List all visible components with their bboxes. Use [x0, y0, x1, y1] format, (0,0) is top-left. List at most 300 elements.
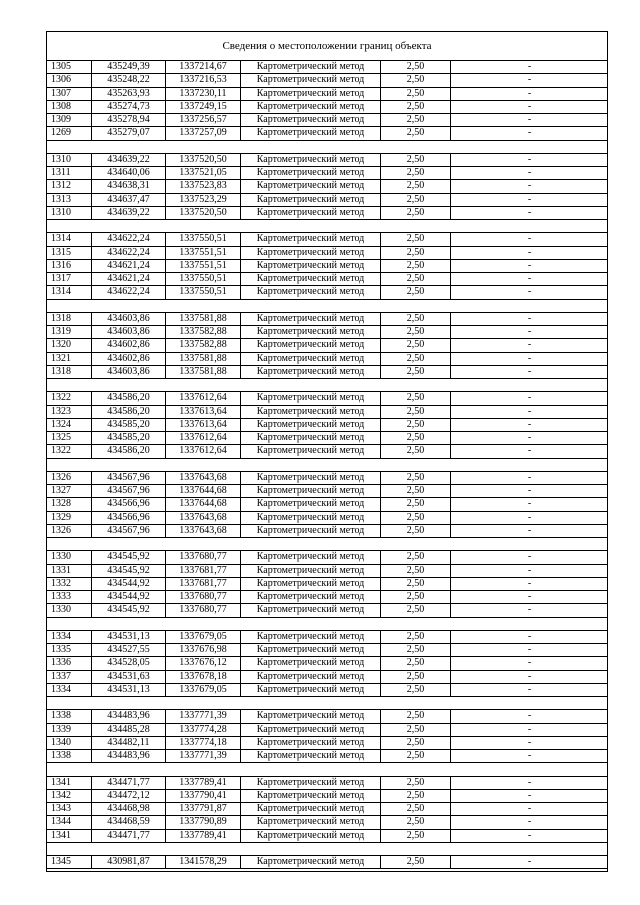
- method-cell: Картометрический метод: [241, 101, 381, 113]
- coordinate-x-cell: 434527,55: [92, 644, 166, 656]
- coordinate-x-cell: 434637,47: [92, 194, 166, 206]
- point-number-cell: 1324: [47, 419, 92, 431]
- description-cell: -: [527, 577, 532, 589]
- accuracy-cell: 2,50: [381, 684, 451, 696]
- description-cell: -: [527, 365, 532, 377]
- coordinate-x-cell: 434528,05: [92, 657, 166, 669]
- table-row: [47, 485, 607, 498]
- method-cell: Картометрический метод: [241, 750, 381, 762]
- coordinate-x-cell: 434622,24: [92, 233, 166, 245]
- method-cell: Картометрический метод: [241, 260, 381, 272]
- accuracy-cell: 2,50: [381, 803, 451, 815]
- coordinate-x-cell: 434640,06: [92, 167, 166, 179]
- table-row: [47, 710, 607, 723]
- coordinate-y-cell: 1337523,83: [166, 180, 241, 192]
- coordinate-x-cell: 434483,96: [92, 710, 166, 722]
- description-cell: -: [527, 206, 532, 218]
- coordinate-y-cell: 1337550,51: [166, 273, 241, 285]
- group-separator: [47, 618, 607, 631]
- coordinate-x-cell: 434603,86: [92, 366, 166, 378]
- point-number-cell: 1322: [47, 445, 92, 457]
- coordinate-x-cell: 434621,24: [92, 260, 166, 272]
- table-row: [47, 339, 607, 352]
- coordinate-y-cell: 1337520,50: [166, 207, 241, 219]
- accuracy-cell: 2,50: [381, 657, 451, 669]
- method-cell: Картометрический метод: [241, 445, 381, 457]
- coordinate-x-cell: 434531,63: [92, 671, 166, 683]
- description-cell: -: [527, 829, 532, 841]
- point-number-cell: 1333: [47, 591, 92, 603]
- group-separator: [47, 379, 607, 392]
- description-cell: -: [527, 352, 532, 364]
- coordinate-x-cell: 434603,86: [92, 326, 166, 338]
- description-cell: -: [527, 816, 532, 828]
- accuracy-cell: 2,50: [381, 750, 451, 762]
- method-cell: Картометрический метод: [241, 498, 381, 510]
- description-cell: -: [527, 604, 532, 616]
- method-cell: Картометрический метод: [241, 114, 381, 126]
- point-number-cell: 1337: [47, 671, 92, 683]
- description-cell: -: [527, 246, 532, 258]
- description-cell: -: [527, 683, 532, 695]
- table-row: [47, 194, 607, 207]
- coordinate-x-cell: 434566,96: [92, 498, 166, 510]
- method-cell: Картометрический метод: [241, 472, 381, 484]
- method-cell: Картометрический метод: [241, 777, 381, 789]
- point-number-cell: 1335: [47, 644, 92, 656]
- table-row: [47, 750, 607, 763]
- point-number-cell: 1307: [47, 88, 92, 100]
- group-separator: [47, 538, 607, 551]
- point-number-cell: 1334: [47, 684, 92, 696]
- method-cell: Картометрический метод: [241, 273, 381, 285]
- method-cell: Картометрический метод: [241, 326, 381, 338]
- method-cell: Картометрический метод: [241, 657, 381, 669]
- coordinate-x-cell: 435278,94: [92, 114, 166, 126]
- coordinate-x-cell: 434545,92: [92, 551, 166, 563]
- coordinate-y-cell: 1337789,41: [166, 830, 241, 842]
- coordinate-x-cell: 434471,77: [92, 777, 166, 789]
- table-row: [47, 432, 607, 445]
- table-row: [47, 154, 607, 167]
- description-cell: -: [527, 670, 532, 682]
- method-cell: Картометрический метод: [241, 790, 381, 802]
- method-cell: Картометрический метод: [241, 710, 381, 722]
- method-cell: Картометрический метод: [241, 525, 381, 537]
- coordinate-x-cell: 434468,98: [92, 803, 166, 815]
- coordinate-x-cell: 434531,13: [92, 684, 166, 696]
- coordinate-y-cell: 1337551,51: [166, 260, 241, 272]
- group-separator: [47, 843, 607, 856]
- description-cell: -: [527, 657, 532, 669]
- point-number-cell: 1320: [47, 339, 92, 351]
- table-row: [47, 644, 607, 657]
- coordinate-y-cell: 1337680,77: [166, 591, 241, 603]
- description-cell: -: [527, 564, 532, 576]
- coordinate-x-cell: 434544,92: [92, 591, 166, 603]
- point-number-cell: 1315: [47, 247, 92, 259]
- description-cell: -: [527, 723, 532, 735]
- method-cell: Картометрический метод: [241, 631, 381, 643]
- method-cell: Картометрический метод: [241, 578, 381, 590]
- coordinate-x-cell: 434602,86: [92, 353, 166, 365]
- accuracy-cell: 2,50: [381, 671, 451, 683]
- point-number-cell: 1317: [47, 273, 92, 285]
- accuracy-cell: 2,50: [381, 830, 451, 842]
- table-row: [47, 61, 607, 74]
- method-cell: Картометрический метод: [241, 485, 381, 497]
- group-separator: [47, 300, 607, 313]
- point-number-cell: 1328: [47, 498, 92, 510]
- description-cell: -: [527, 445, 532, 457]
- point-number-cell: 1331: [47, 565, 92, 577]
- point-number-cell: 1311: [47, 167, 92, 179]
- method-cell: Картометрический метод: [241, 551, 381, 563]
- point-number-cell: 1339: [47, 724, 92, 736]
- point-number-cell: 1318: [47, 366, 92, 378]
- accuracy-cell: 2,50: [381, 339, 451, 351]
- table-row: [47, 286, 607, 299]
- coordinate-y-cell: 1337551,51: [166, 247, 241, 259]
- accuracy-cell: 2,50: [381, 61, 451, 73]
- table-row: [47, 657, 607, 670]
- coordinate-x-cell: 434472,12: [92, 790, 166, 802]
- accuracy-cell: 2,50: [381, 180, 451, 192]
- method-cell: Картометрический метод: [241, 286, 381, 298]
- accuracy-cell: 2,50: [381, 790, 451, 802]
- table-row: [47, 830, 607, 843]
- point-number-cell: 1312: [47, 180, 92, 192]
- table-row: [47, 313, 607, 326]
- coordinate-x-cell: 434545,92: [92, 565, 166, 577]
- point-number-cell: 1316: [47, 260, 92, 272]
- table-row: [47, 419, 607, 432]
- accuracy-cell: 2,50: [381, 724, 451, 736]
- accuracy-cell: 2,50: [381, 710, 451, 722]
- coordinate-y-cell: 1337582,88: [166, 326, 241, 338]
- point-number-cell: 1342: [47, 790, 92, 802]
- coordinate-y-cell: 1337676,12: [166, 657, 241, 669]
- coordinate-x-cell: 434639,22: [92, 207, 166, 219]
- coordinate-y-cell: 1337613,64: [166, 406, 241, 418]
- method-cell: Картометрический метод: [241, 724, 381, 736]
- accuracy-cell: 2,50: [381, 154, 451, 166]
- group-separator: [47, 141, 607, 154]
- description-cell: -: [527, 630, 532, 642]
- description-cell: -: [527, 432, 532, 443]
- coordinate-x-cell: 434586,20: [92, 406, 166, 418]
- table-row: [47, 353, 607, 366]
- method-cell: Картометрический метод: [241, 61, 381, 73]
- coordinate-x-cell: 430981,87: [92, 856, 166, 868]
- accuracy-cell: 2,50: [381, 273, 451, 285]
- table-row: [47, 247, 607, 260]
- description-cell: -: [527, 392, 532, 404]
- accuracy-cell: 2,50: [381, 777, 451, 789]
- method-cell: Картометрический метод: [241, 830, 381, 842]
- coordinate-x-cell: 435274,73: [92, 101, 166, 113]
- table-row: [47, 472, 607, 485]
- table-row: [47, 737, 607, 750]
- coordinate-y-cell: 1337679,05: [166, 631, 241, 643]
- coordinate-y-cell: 1337581,88: [166, 353, 241, 365]
- coordinate-x-cell: 434586,20: [92, 392, 166, 404]
- coordinate-x-cell: 434585,20: [92, 432, 166, 444]
- description-cell: -: [527, 127, 532, 139]
- accuracy-cell: 2,50: [381, 313, 451, 325]
- point-number-cell: 1314: [47, 233, 92, 245]
- accuracy-cell: 2,50: [381, 551, 451, 563]
- table-row: [47, 512, 607, 525]
- table-row: [47, 525, 607, 538]
- accuracy-cell: 2,50: [381, 525, 451, 537]
- coordinate-y-cell: 1337214,67: [166, 61, 241, 73]
- coordinate-y-cell: 1337643,68: [166, 512, 241, 524]
- point-number-cell: 1308: [47, 101, 92, 113]
- accuracy-cell: 2,50: [381, 233, 451, 245]
- description-cell: -: [527, 61, 532, 72]
- method-cell: Картометрический метод: [241, 512, 381, 524]
- table-row: [47, 74, 607, 87]
- coordinate-y-cell: 1337643,68: [166, 472, 241, 484]
- coordinate-x-cell: 434585,20: [92, 419, 166, 431]
- accuracy-cell: 2,50: [381, 856, 451, 868]
- description-cell: -: [527, 591, 532, 602]
- accuracy-cell: 2,50: [381, 498, 451, 510]
- method-cell: Картометрический метод: [241, 207, 381, 219]
- coordinate-x-cell: 434602,86: [92, 339, 166, 351]
- coordinate-x-cell: 434639,22: [92, 154, 166, 166]
- table-row: [47, 326, 607, 339]
- table-row: [47, 180, 607, 193]
- point-number-cell: 1314: [47, 286, 92, 298]
- method-cell: Картометрический метод: [241, 406, 381, 418]
- description-cell: -: [527, 286, 532, 298]
- table-row: [47, 777, 607, 790]
- point-number-cell: 1345: [47, 856, 92, 868]
- accuracy-cell: 2,50: [381, 472, 451, 484]
- coordinate-y-cell: 1337521,05: [166, 167, 241, 179]
- coordinate-x-cell: 434622,24: [92, 247, 166, 259]
- method-cell: Картометрический метод: [241, 313, 381, 325]
- table-row: [47, 88, 607, 101]
- point-number-cell: 1326: [47, 525, 92, 537]
- coordinate-y-cell: 1337582,88: [166, 339, 241, 351]
- coordinate-y-cell: 1341578,29: [166, 856, 241, 868]
- coordinate-x-cell: 434544,92: [92, 578, 166, 590]
- method-cell: Картометрический метод: [241, 419, 381, 431]
- point-number-cell: 1326: [47, 472, 92, 484]
- point-number-cell: 1338: [47, 750, 92, 762]
- coordinate-y-cell: 1337771,39: [166, 750, 241, 762]
- description-cell: -: [527, 471, 532, 483]
- coordinate-x-cell: 434471,77: [92, 830, 166, 842]
- group-separator: [47, 763, 607, 776]
- accuracy-cell: 2,50: [381, 578, 451, 590]
- coordinate-y-cell: 1337550,51: [166, 286, 241, 298]
- coordinate-y-cell: 1337676,98: [166, 644, 241, 656]
- group-separator: [47, 697, 607, 710]
- coordinate-y-cell: 1337643,68: [166, 525, 241, 537]
- accuracy-cell: 2,50: [381, 366, 451, 378]
- accuracy-cell: 2,50: [381, 631, 451, 643]
- coordinate-y-cell: 1337774,18: [166, 737, 241, 749]
- table-row: [47, 101, 607, 114]
- coordinate-y-cell: 1337789,41: [166, 777, 241, 789]
- table-row: [47, 273, 607, 286]
- method-cell: Картометрический метод: [241, 366, 381, 378]
- method-cell: Картометрический метод: [241, 353, 381, 365]
- accuracy-cell: 2,50: [381, 326, 451, 338]
- method-cell: Картометрический метод: [241, 74, 381, 86]
- accuracy-cell: 2,50: [381, 392, 451, 404]
- description-cell: -: [527, 551, 532, 563]
- point-number-cell: 1313: [47, 194, 92, 206]
- point-number-cell: 1310: [47, 207, 92, 219]
- method-cell: Картометрический метод: [241, 127, 381, 139]
- description-cell: -: [527, 418, 532, 430]
- accuracy-cell: 2,50: [381, 260, 451, 272]
- coordinate-y-cell: 1337523,29: [166, 194, 241, 206]
- boundary-table-sheet: [46, 31, 608, 872]
- point-number-cell: 1305: [47, 61, 92, 73]
- table-row: [47, 591, 607, 604]
- point-number-cell: 1336: [47, 657, 92, 669]
- coordinate-y-cell: 1337679,05: [166, 684, 241, 696]
- coordinate-y-cell: 1337678,18: [166, 671, 241, 683]
- point-number-cell: 1343: [47, 803, 92, 815]
- accuracy-cell: 2,50: [381, 604, 451, 616]
- accuracy-cell: 2,50: [381, 485, 451, 497]
- coordinate-y-cell: 1337613,64: [166, 419, 241, 431]
- table-row: [47, 127, 607, 140]
- point-number-cell: 1329: [47, 512, 92, 524]
- coordinate-y-cell: 1337249,15: [166, 101, 241, 113]
- table-row: [47, 551, 607, 564]
- coordinate-x-cell: 435249,39: [92, 61, 166, 73]
- coordinate-y-cell: 1337581,88: [166, 366, 241, 378]
- coordinate-y-cell: 1337791,87: [166, 803, 241, 815]
- table-row: [47, 631, 607, 644]
- accuracy-cell: 2,50: [381, 512, 451, 524]
- point-number-cell: 1330: [47, 551, 92, 563]
- table-row: [47, 167, 607, 180]
- table-row: [47, 816, 607, 829]
- point-number-cell: 1322: [47, 392, 92, 404]
- method-cell: Картометрический метод: [241, 194, 381, 206]
- point-number-cell: 1341: [47, 777, 92, 789]
- coordinate-y-cell: 1337520,50: [166, 154, 241, 166]
- method-cell: Картометрический метод: [241, 565, 381, 577]
- coordinate-x-cell: 434531,13: [92, 631, 166, 643]
- coordinate-x-cell: 435263,93: [92, 88, 166, 100]
- group-separator: [47, 220, 607, 233]
- point-number-cell: 1323: [47, 406, 92, 418]
- method-cell: Картометрический метод: [241, 167, 381, 179]
- description-cell: -: [527, 233, 532, 245]
- coordinate-x-cell: 434603,86: [92, 313, 166, 325]
- coordinate-x-cell: 434567,96: [92, 525, 166, 537]
- table-row: [47, 604, 607, 617]
- accuracy-cell: 2,50: [381, 207, 451, 219]
- coordinate-x-cell: 434483,96: [92, 750, 166, 762]
- coordinate-y-cell: 1337774,28: [166, 724, 241, 736]
- coordinate-x-cell: 434566,96: [92, 512, 166, 524]
- coordinate-x-cell: 434622,24: [92, 286, 166, 298]
- point-number-cell: 1309: [47, 114, 92, 126]
- table-row: [47, 790, 607, 803]
- coordinate-y-cell: 1337581,88: [166, 313, 241, 325]
- coordinate-x-cell: 434482,11: [92, 737, 166, 749]
- description-cell: -: [527, 87, 532, 99]
- description-cell: -: [527, 789, 532, 801]
- point-number-cell: 1306: [47, 74, 92, 86]
- method-cell: Картометрический метод: [241, 180, 381, 192]
- point-number-cell: 1340: [47, 737, 92, 749]
- accuracy-cell: 2,50: [381, 194, 451, 206]
- table-row: [47, 392, 607, 405]
- point-number-cell: 1310: [47, 154, 92, 166]
- coordinate-x-cell: 434567,96: [92, 472, 166, 484]
- coordinate-y-cell: 1337257,09: [166, 127, 241, 139]
- method-cell: Картометрический метод: [241, 88, 381, 100]
- coordinate-x-cell: 434545,92: [92, 604, 166, 616]
- point-number-cell: 1318: [47, 313, 92, 325]
- method-cell: Картометрический метод: [241, 432, 381, 444]
- description-cell: -: [527, 803, 532, 814]
- coordinate-x-cell: 435248,22: [92, 74, 166, 86]
- table-row: [47, 565, 607, 578]
- description-cell: -: [527, 405, 532, 417]
- accuracy-cell: 2,50: [381, 353, 451, 365]
- coordinate-x-cell: 434638,31: [92, 180, 166, 192]
- method-cell: Картометрический метод: [241, 604, 381, 616]
- method-cell: Картометрический метод: [241, 233, 381, 245]
- description-cell: -: [527, 114, 532, 125]
- coordinate-x-cell: 434567,96: [92, 485, 166, 497]
- table-row: [47, 406, 607, 419]
- coordinate-y-cell: 1337612,64: [166, 445, 241, 457]
- description-cell: -: [527, 312, 532, 324]
- table-row: [47, 260, 607, 273]
- point-number-cell: 1344: [47, 816, 92, 828]
- description-cell: -: [527, 750, 532, 761]
- coordinate-y-cell: 1337216,53: [166, 74, 241, 86]
- accuracy-cell: 2,50: [381, 565, 451, 577]
- accuracy-cell: 2,50: [381, 406, 451, 418]
- description-cell: -: [527, 259, 532, 271]
- description-cell: -: [527, 710, 532, 722]
- description-cell: -: [527, 153, 532, 165]
- method-cell: Картометрический метод: [241, 684, 381, 696]
- coordinate-y-cell: 1337550,51: [166, 233, 241, 245]
- description-cell: -: [527, 736, 532, 748]
- coordinate-y-cell: 1337790,89: [166, 816, 241, 828]
- coordinate-y-cell: 1337644,68: [166, 498, 241, 510]
- point-number-cell: 1330: [47, 604, 92, 616]
- point-number-cell: 1327: [47, 485, 92, 497]
- coordinate-y-cell: 1337230,11: [166, 88, 241, 100]
- coordinate-y-cell: 1337680,77: [166, 551, 241, 563]
- table-row: [47, 724, 607, 737]
- description-cell: -: [527, 644, 532, 655]
- table-row: [47, 233, 607, 246]
- point-number-cell: 1338: [47, 710, 92, 722]
- coordinate-y-cell: 1337644,68: [166, 485, 241, 497]
- coordinate-y-cell: 1337680,77: [166, 604, 241, 616]
- accuracy-cell: 2,50: [381, 167, 451, 179]
- accuracy-cell: 2,50: [381, 432, 451, 444]
